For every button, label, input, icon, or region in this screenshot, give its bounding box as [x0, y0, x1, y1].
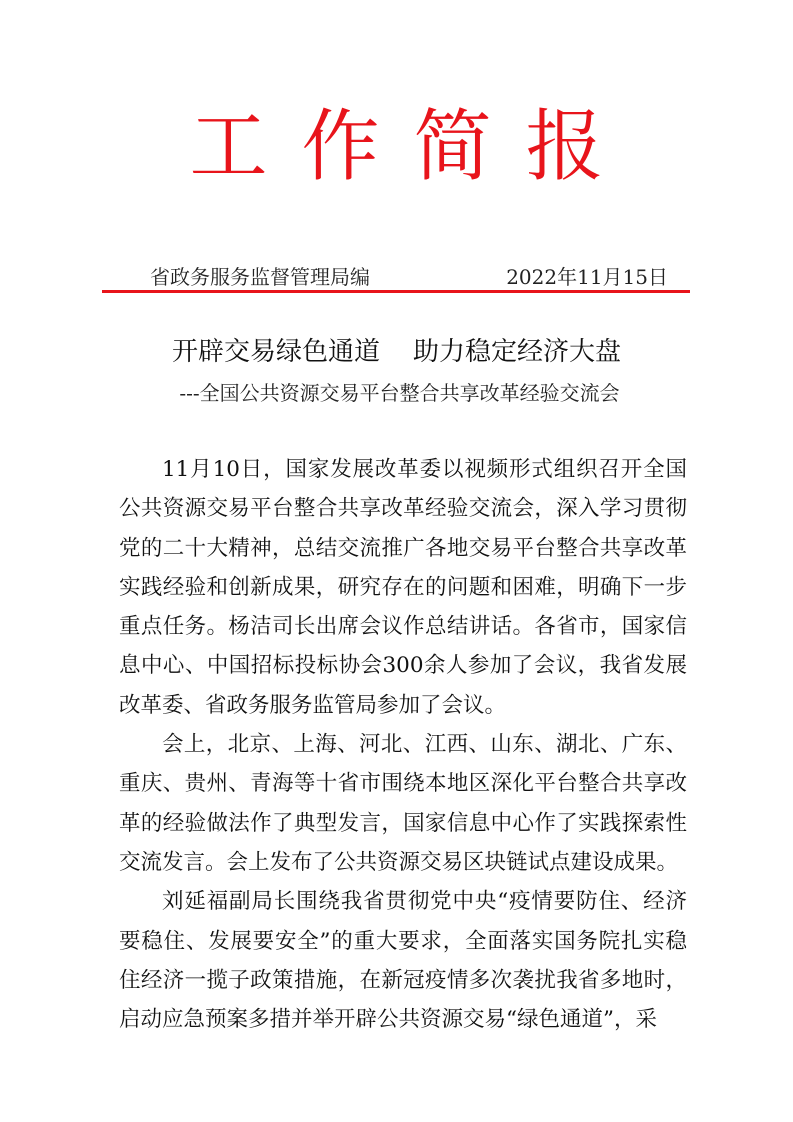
body-paragraph: 刘延福副局长围绕我省贯彻党中央“疫情要防住、经济要稳住、发展要安全”的重大要求，全面落实国务院扎实稳住经济一揽子政策措施，在新冠疫情多次袭扰我省多地时，启动应急预案多措并举开辟公共资源交易“绿色通道”，采: [119, 889, 687, 1033]
issuer-line: 省政务服务监督管理局编: [150, 265, 370, 289]
masthead-title: 工作简报: [189, 102, 638, 192]
body-paragraph: 11月10日，国家发展改革委以视频形式组织召开全国公共资源交易平台整合共享改革经验交流会，深入学习贯彻党的二十大精神，总结交流推广各地交易平台整合共享改革实践经验和创新成果，研究存在的问题和困难，明确下一步重点任务。杨洁司长出席会议作总结讲话。各省市，国家信息中心、中国招标投标协会300余人参加了会议，我省发展改革委、省政务服务监管局参加了会议。: [119, 457, 687, 718]
article-body: [119, 450, 687, 1039]
masthead-divider: [102, 290, 690, 293]
body-paragraph: 会上，北京、上海、河北、江西、山东、湖北、广东、重庆、贵州、青海等十省市围绕本地区深化平台整合共享改革的经验做法作了典型发言，国家信息中心作了实践探索性交流发言。会上发布了公共资源交易区块链试点建设成果。: [119, 732, 687, 875]
issue-date: 2022年11月15日: [506, 265, 668, 289]
article-title: 开辟交易绿色通道 助力稳定经济大盘: [171, 337, 622, 367]
article-subtitle: ---全国公共资源交易平台整合共享改革经验交流会: [179, 381, 620, 405]
